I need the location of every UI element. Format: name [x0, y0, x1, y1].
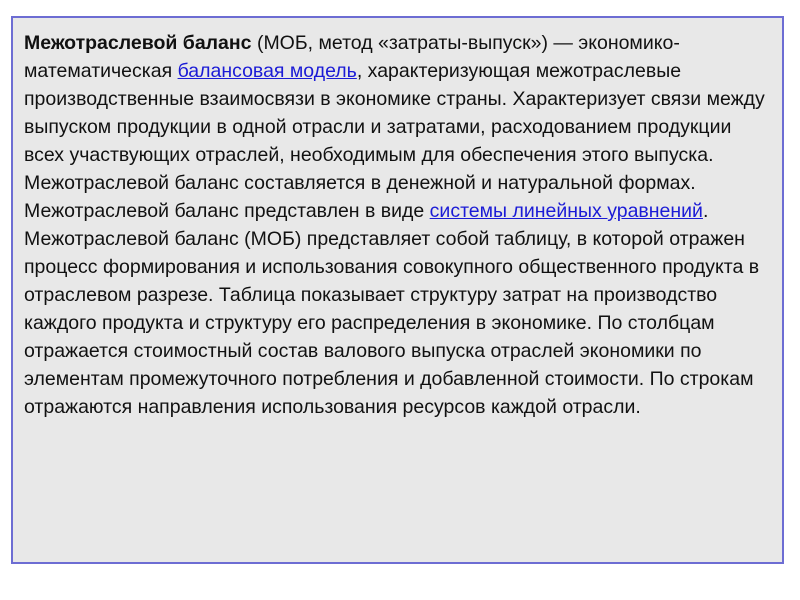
- paragraph-definition: [24, 29, 772, 197]
- slide-text: [24, 29, 772, 421]
- balance-model-link[interactable]: балансовая модель: [177, 60, 357, 82]
- paragraph-text: Межотраслевой баланс представлен в виде: [24, 200, 430, 222]
- slide-frame: [11, 16, 784, 564]
- term-heading: Межотраслевой баланс: [24, 32, 252, 54]
- paragraph-text: (МОБ, метод «затраты-выпуск») — экономико-математическая: [24, 32, 680, 82]
- paragraph-text: , характеризующая межотраслевые производственные взаимосвязи в экономике страны. Характеризует связи между выпуском продукции в одной отрасли и затратами, расходованием продукции всех участвующих отраслей, необходимым для обеспечения этого выпуска. Межотраслевой баланс составляется в денежной и натуральной формах.: [24, 60, 765, 194]
- paragraph-description: [24, 197, 772, 421]
- paragraph-text: . Межотраслевой баланс (МОБ) представляет собой таблицу, в которой отражен процесс формирования и использования совокупного общественного продукта в отраслевом разрезе. Таблица показывает структуру затрат на производство каждого продукта и структуру его распределения в экономике. По столбцам отражается стоимостный состав валового выпуска отраслей экономики по элементам промежуточного потребления и добавленной стоимости. По строкам отражаются направления использования ресурсов каждой отрасли.: [24, 200, 760, 418]
- linear-equations-link[interactable]: системы линейных уравнений: [429, 200, 703, 222]
